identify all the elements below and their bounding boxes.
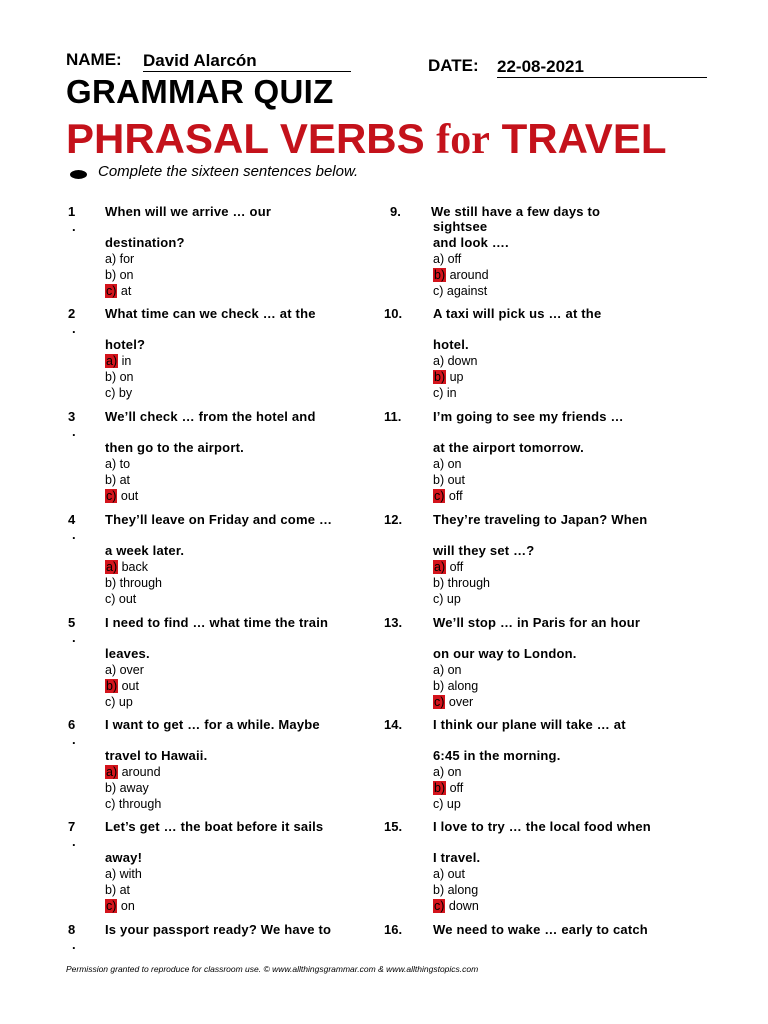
answer-text: at	[117, 284, 132, 298]
answer-option[interactable]	[433, 867, 465, 881]
answer-option[interactable]	[433, 592, 461, 606]
answer-text: through	[444, 576, 490, 590]
instruction-text: Complete the sixteen sentences below.	[98, 163, 359, 180]
question-number: 15.	[384, 819, 403, 834]
answer-letter: b)	[433, 576, 445, 590]
question-text-line1: We still have a few days to	[431, 204, 601, 219]
answer-letter: c)	[105, 797, 116, 811]
question-text-line1: We need to wake … early to catch	[433, 922, 648, 937]
question-text-line1: I’m going to see my friends …	[433, 409, 624, 424]
question-text-line2: travel to Hawaii.	[105, 748, 208, 763]
question-text-line2: 6:45 in the morning.	[433, 748, 561, 763]
answer-text: for	[116, 252, 135, 266]
answer-option[interactable]	[433, 473, 465, 487]
question-number: 13.	[384, 615, 403, 630]
answer-text: around	[118, 765, 161, 779]
answer-text: away	[116, 781, 149, 795]
quiz-subtitle	[66, 115, 667, 164]
selected-answer-letter: a)	[106, 354, 118, 368]
question-number: 6	[68, 717, 76, 732]
question-text-line1: What time can we check … at the	[105, 306, 316, 321]
question-text-line1: Is your passport ready? We have to	[105, 922, 332, 937]
answer-letter: a)	[433, 457, 445, 471]
answer-letter: a)	[433, 765, 445, 779]
answer-option[interactable]	[105, 457, 130, 471]
answer-option[interactable]	[433, 354, 477, 368]
answer-letter: b)	[433, 883, 445, 897]
answer-option[interactable]	[105, 370, 134, 384]
date-label: DATE:	[428, 56, 479, 75]
answer-text: down	[445, 899, 479, 913]
answer-option[interactable]	[105, 386, 132, 400]
answer-letter: b)	[433, 679, 445, 693]
question-text-line2: on our way to London.	[433, 646, 577, 661]
answer-option[interactable]	[433, 457, 462, 471]
answer-letter: b)	[105, 268, 117, 282]
question-text-line1: A taxi will pick us … at the	[433, 306, 602, 321]
question-number: 1	[68, 204, 76, 219]
question-number-dot: .	[72, 527, 76, 542]
question-number: 11.	[384, 409, 402, 424]
answer-option[interactable]	[105, 867, 142, 881]
answer-option[interactable]	[105, 899, 135, 913]
answer-letter: b)	[433, 473, 445, 487]
answer-text: on	[444, 765, 462, 779]
question-text-line1: I need to find … what time the train	[105, 615, 329, 630]
answer-option[interactable]	[105, 695, 133, 709]
answer-option[interactable]	[105, 592, 136, 606]
question-text-line2: sightsee	[433, 219, 488, 234]
question-number-dot: .	[72, 732, 76, 747]
question-text-line2: away!	[105, 850, 143, 865]
question-number: 10.	[384, 306, 403, 321]
answer-text: to	[116, 457, 131, 471]
answer-letter: c)	[433, 386, 444, 400]
answer-text: through	[115, 797, 162, 811]
question-text-line1: They’ll leave on Friday and come …	[105, 512, 333, 527]
question-number: 5	[68, 615, 76, 630]
answer-option[interactable]	[433, 386, 457, 400]
question-text-line1: I think our plane will take … at	[433, 717, 626, 732]
subtitle-part-a: PHRASAL VERBS	[66, 115, 437, 162]
selected-answer-letter: a)	[434, 560, 446, 574]
answer-letter: a)	[105, 252, 117, 266]
answer-letter: a)	[433, 354, 445, 368]
answer-text: against	[443, 284, 488, 298]
answer-text: out	[115, 592, 137, 606]
question-number: 7	[68, 819, 76, 834]
question-number: 2	[68, 306, 76, 321]
answer-text: back	[118, 560, 149, 574]
answer-letter: a)	[105, 663, 117, 677]
question-text-line1: We’ll stop … in Paris for an hour	[433, 615, 641, 630]
answer-text: on	[116, 268, 134, 282]
question-text-line2: I travel.	[433, 850, 481, 865]
question-text-line1: I want to get … for a while. Maybe	[105, 717, 320, 732]
answer-text: up	[115, 695, 133, 709]
date-value: 22-08-2021	[497, 58, 707, 78]
answer-option[interactable]	[105, 679, 139, 693]
question-text-line2: destination?	[105, 235, 185, 250]
answer-text: on	[444, 663, 462, 677]
answer-letter: a)	[105, 867, 117, 881]
answer-text: with	[116, 867, 142, 881]
answer-letter: c)	[105, 592, 116, 606]
answer-letter: b)	[105, 883, 117, 897]
answer-option[interactable]	[433, 370, 464, 384]
question-number-dot: .	[72, 321, 76, 336]
question-text-line2: at the airport tomorrow.	[433, 440, 584, 455]
question-number: 12.	[384, 512, 403, 527]
answer-text: on	[444, 457, 462, 471]
bullet-icon	[70, 170, 87, 179]
answer-option[interactable]	[105, 883, 130, 897]
selected-answer-letter: c)	[106, 489, 117, 503]
answer-letter: b)	[105, 781, 117, 795]
selected-answer-letter: a)	[106, 560, 118, 574]
answer-option[interactable]	[433, 797, 461, 811]
question-text-line3: and look ….	[433, 235, 509, 250]
question-number: 16.	[384, 922, 403, 937]
answer-letter: c)	[105, 695, 116, 709]
answer-text: by	[115, 386, 133, 400]
question-number-dot: .	[72, 630, 76, 645]
answer-option[interactable]	[105, 560, 148, 574]
answer-option[interactable]	[433, 781, 463, 795]
answer-option[interactable]	[433, 765, 462, 779]
question-number: 4	[68, 512, 76, 527]
answer-text: off	[445, 489, 463, 503]
answer-letter: c)	[433, 592, 444, 606]
question-number: 9.	[390, 204, 401, 219]
answer-letter: b)	[105, 576, 117, 590]
answer-text: out	[444, 473, 465, 487]
answer-text: on	[117, 899, 135, 913]
answer-text: out	[444, 867, 465, 881]
question-text-line1: We’ll check … from the hotel and	[105, 409, 316, 424]
answer-option[interactable]	[433, 252, 461, 266]
answer-text: over	[116, 663, 144, 677]
answer-option[interactable]	[105, 765, 161, 779]
answer-letter: b)	[105, 370, 117, 384]
selected-answer-letter: b)	[434, 268, 446, 282]
question-number-dot: .	[72, 937, 76, 952]
answer-text: through	[116, 576, 162, 590]
question-number-dot: .	[72, 834, 76, 849]
answer-text: out	[117, 489, 139, 503]
subtitle-part-c: TRAVEL	[489, 115, 667, 162]
answer-option[interactable]	[105, 663, 144, 677]
answer-option[interactable]	[105, 268, 134, 282]
answer-text: up	[446, 370, 464, 384]
selected-answer-letter: c)	[434, 899, 445, 913]
answer-option[interactable]	[105, 797, 161, 811]
answer-text: off	[446, 781, 464, 795]
answer-letter: c)	[433, 284, 444, 298]
subtitle-part-b: for	[436, 117, 490, 163]
answer-text: at	[116, 883, 131, 897]
answer-option[interactable]	[433, 268, 489, 282]
answer-text: over	[445, 695, 474, 709]
name-label: NAME:	[66, 50, 122, 69]
answer-option[interactable]	[433, 560, 463, 574]
selected-answer-letter: c)	[434, 695, 445, 709]
answer-text: up	[443, 592, 461, 606]
answer-letter: a)	[433, 867, 445, 881]
answer-option[interactable]	[105, 781, 149, 795]
answer-text: in	[118, 354, 132, 368]
answer-letter: a)	[105, 457, 117, 471]
answer-text: along	[444, 883, 479, 897]
answer-option[interactable]	[105, 354, 131, 368]
answer-letter: a)	[433, 252, 445, 266]
question-text-line2: leaves.	[105, 646, 150, 661]
answer-option[interactable]	[433, 489, 463, 503]
answer-option[interactable]	[433, 679, 478, 693]
question-text-line2: will they set …?	[433, 543, 535, 558]
selected-answer-letter: c)	[434, 489, 445, 503]
question-text-line1: When will we arrive … our	[105, 204, 272, 219]
answer-text: off	[444, 252, 462, 266]
question-number: 8	[68, 922, 76, 937]
answer-option[interactable]	[105, 284, 131, 298]
question-text-line2: hotel?	[105, 337, 146, 352]
answer-text: down	[444, 354, 478, 368]
answer-letter: c)	[433, 797, 444, 811]
answer-option[interactable]	[105, 489, 138, 503]
answer-text: up	[443, 797, 461, 811]
answer-letter: c)	[105, 386, 116, 400]
question-text-line2: then go to the airport.	[105, 440, 244, 455]
selected-answer-letter: b)	[434, 781, 446, 795]
answer-text: along	[444, 679, 479, 693]
answer-option[interactable]	[433, 695, 473, 709]
answer-option[interactable]	[433, 284, 487, 298]
answer-text: on	[116, 370, 134, 384]
answer-text: at	[116, 473, 131, 487]
question-text-line1: I love to try … the local food when	[433, 819, 651, 834]
answer-option[interactable]	[433, 576, 490, 590]
answer-option[interactable]	[105, 576, 162, 590]
question-number: 3	[68, 409, 76, 424]
selected-answer-letter: a)	[106, 765, 118, 779]
selected-answer-letter: b)	[106, 679, 118, 693]
answer-text: around	[446, 268, 489, 282]
answer-option[interactable]	[105, 473, 130, 487]
footer-permission: Permission granted to reproduce for classroom use. © www.allthingsgrammar.com & www.allthingstopics.com	[66, 964, 479, 974]
quiz-title: GRAMMAR QUIZ	[66, 73, 334, 110]
answer-option[interactable]	[433, 899, 479, 913]
answer-option[interactable]	[433, 663, 462, 677]
question-text-line2: hotel.	[433, 337, 469, 352]
answer-option[interactable]	[105, 252, 134, 266]
answer-option[interactable]	[433, 883, 478, 897]
question-text-line2: a week later.	[105, 543, 185, 558]
name-value: David Alarcón	[143, 52, 351, 72]
question-text-line1: They’re traveling to Japan? When	[433, 512, 648, 527]
question-number-dot: .	[72, 219, 76, 234]
selected-answer-letter: b)	[434, 370, 446, 384]
question-number: 14.	[384, 717, 403, 732]
question-text-line1: Let’s get … the boat before it sails	[105, 819, 324, 834]
selected-answer-letter: c)	[106, 284, 117, 298]
selected-answer-letter: c)	[106, 899, 117, 913]
answer-text: out	[118, 679, 139, 693]
answer-text: in	[443, 386, 457, 400]
answer-letter: b)	[105, 473, 117, 487]
answer-text: off	[446, 560, 464, 574]
question-number-dot: .	[72, 424, 76, 439]
answer-letter: a)	[433, 663, 445, 677]
